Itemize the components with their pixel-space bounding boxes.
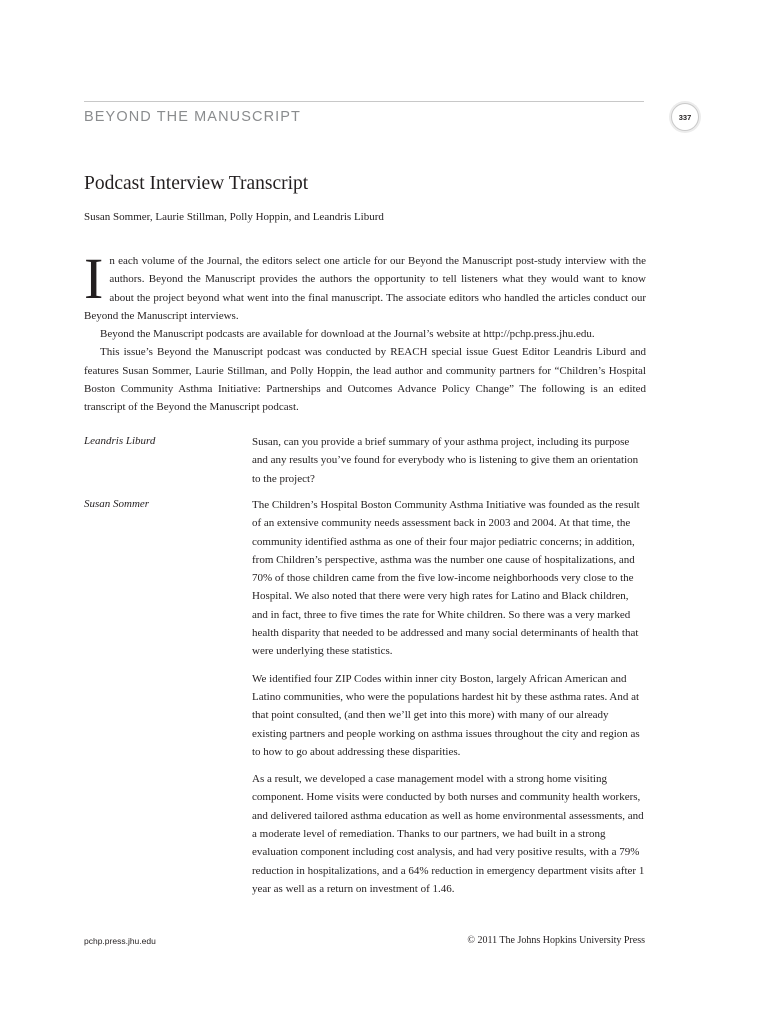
- section-label: BEYOND THE MANUSCRIPT: [84, 109, 301, 125]
- speaker-name: Leandris Liburd: [84, 435, 156, 447]
- drop-cap: I: [84, 246, 104, 311]
- footer-copyright: © 2011 The Johns Hopkins University Press: [467, 935, 645, 946]
- transcript-entry: [252, 433, 646, 497]
- header-rule: [84, 101, 644, 102]
- transcript-entry: [252, 496, 646, 907]
- transcript-paragraph: The Children’s Hospital Boston Community Asthma Initiative was founded as the result of an extensive community needs assessment back in 2003 and 2004. At that time, the community identified asthma as one of their four major pediatric concerns; in addition, from Children’s perspective, asthma was the number one cause of hospitalizations, and 70% of those children came from the five low-income neighborhoods very close to the Hospital. We also noted that there were very high rates for Latino and Black children, and in fact, three to five times the rate for White children. So there was a very marked health disparity that needed to be addressed and many social determinants of health that were underlying these statistics.: [252, 499, 640, 658]
- transcript-paragraph: Susan, can you provide a brief summary of your asthma project, including its purpose and any results you’ve found for everybody who is listening to give them an orientation to the project?: [252, 436, 639, 485]
- transcript-paragraph: We identified four ZIP Codes within inner city Boston, largely African American and Latino communities, who were the populations hardest hit by these asthma rates. And at that point consulted, (and then we’ll get into this more) with many of our already existing partners and people working on asthma issues throughout the city and region as to how to go about addressing these disparities.: [252, 672, 640, 758]
- article-title: Podcast Interview Transcript: [84, 173, 309, 194]
- article-authors: Susan Sommer, Laurie Stillman, Polly Hoppin, and Leandris Liburd: [84, 211, 384, 223]
- transcript-paragraph: As a result, we developed a case management model with a strong home visiting component. Home visits were conducted by both nurses and community health workers, and delivered tailored asthma education as well as home environmental assessments, and a moderate level of remediation. Thanks to our partners, we had built in a strong evaluation component including cost analysis, and had very positive results, with a 79% reduction in hospitalizations, and a 64% reduction in emergency department visits after 1 year as well as a return on investment of 1.46.: [252, 773, 645, 895]
- intro-paragraph: This issue’s Beyond the Manuscript podcast was conducted by REACH special issue Guest Editor Leandris Liburd and features Susan Sommer, Laurie Stillman, and Polly Hoppin, the lead author and community partners for “Children’s Hospital Boston Community Asthma Initiative: Partnerships and Outcomes Advance Policy Change” The following is an edited transcript of the Beyond the Manuscript podcast.: [84, 346, 646, 414]
- intro-paragraph-text: n each volume of the Journal, the editors select one article for our Beyond the Manuscript post-study interview with the authors. Beyond the Manuscript provides the authors the opportunity to tell listeners what they would want to know about the project beyond what went into the final manuscript. The associate editors who handled the articles conduct our Beyond the Manuscript interviews.: [84, 255, 646, 322]
- intro-section: [84, 246, 646, 417]
- footer-website: pchp.press.jhu.edu: [84, 936, 156, 946]
- intro-paragraph: Beyond the Manuscript podcasts are available for download at the Journal’s website at http://pchp.press.jhu.edu.: [100, 328, 595, 341]
- page-number-badge: 337: [671, 103, 699, 131]
- speaker-name: Susan Sommer: [84, 498, 150, 510]
- intro-paragraph: [84, 246, 646, 325]
